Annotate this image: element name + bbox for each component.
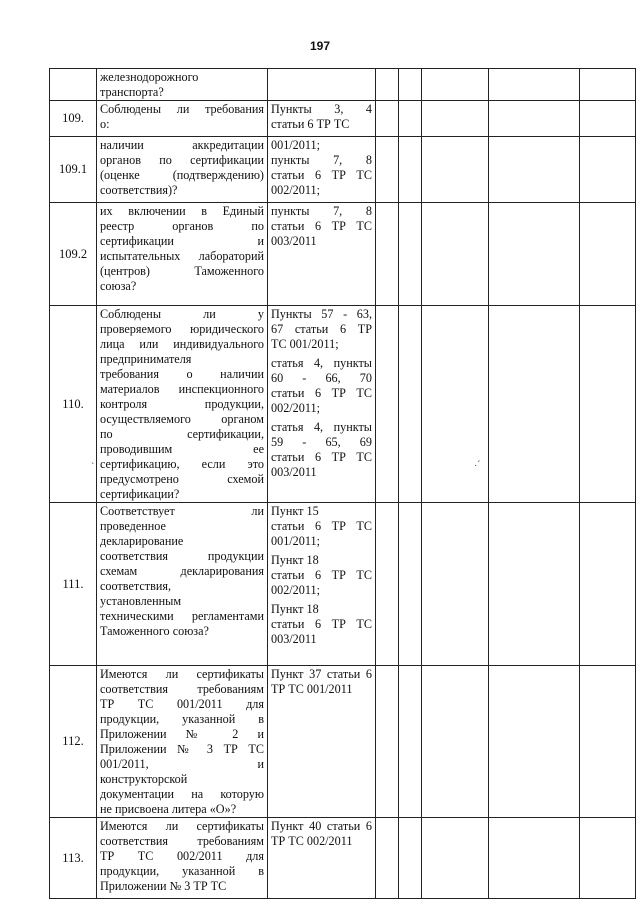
- table-row: [50, 203, 636, 306]
- question-line: проведенное: [100, 519, 166, 533]
- question-cell: [97, 306, 268, 503]
- empty-cell: [376, 666, 399, 818]
- reference-line: статьи 6 ТР ТС: [271, 568, 372, 582]
- row-number: 109.1: [50, 137, 97, 203]
- requirements-table: [49, 68, 636, 899]
- empty-cell: [399, 69, 422, 101]
- question-line: испытательных лабораторий: [100, 249, 264, 263]
- reference-block: [271, 819, 372, 849]
- reference-block: [271, 102, 372, 132]
- question-line: ТР ТС 001/2011 для: [100, 697, 264, 711]
- reference-line: 60 - 66, 70: [271, 371, 372, 385]
- empty-cell: [489, 503, 580, 666]
- empty-cell: [489, 137, 580, 203]
- question-line: продукции, указанной в: [100, 712, 264, 726]
- table-row: [50, 818, 636, 899]
- reference-line: статьи 6 ТР ТС: [271, 386, 372, 400]
- reference-cell: [268, 818, 376, 899]
- empty-cell: [399, 503, 422, 666]
- reference-block: [271, 504, 372, 549]
- row-number: 113.: [50, 818, 97, 899]
- reference-line: 003/2011: [271, 632, 317, 646]
- empty-cell: [580, 306, 636, 503]
- reference-cell: [268, 101, 376, 137]
- question-line: транспорта?: [100, 85, 164, 99]
- reference-line: 002/2011;: [271, 583, 320, 597]
- question-line: Имеются ли сертификаты: [100, 819, 264, 833]
- question-line: контроля продукции,: [100, 397, 264, 411]
- reference-line: статьи 6 ТР ТС: [271, 450, 372, 464]
- reference-block: [271, 420, 372, 480]
- table-row: [50, 69, 636, 101]
- question-line: продукции, указанной в: [100, 864, 264, 878]
- question-line: наличии аккредитации: [100, 138, 264, 152]
- empty-cell: [376, 306, 399, 503]
- question-line: сертификации и: [100, 234, 264, 248]
- reference-line: 002/2011;: [271, 183, 320, 197]
- empty-cell: [580, 503, 636, 666]
- question-cell: [97, 818, 268, 899]
- reference-line: 002/2011;: [271, 401, 320, 415]
- empty-cell: [422, 203, 489, 306]
- reference-line: ТР ТС 001/2011: [271, 682, 353, 696]
- empty-cell: [376, 503, 399, 666]
- question-line: Приложении № 2 и: [100, 727, 264, 741]
- row-number: 110.: [50, 306, 97, 503]
- question-line: соответствия требованиям: [100, 834, 264, 848]
- empty-cell: [580, 101, 636, 137]
- reference-cell: [268, 666, 376, 818]
- row-number: 112.: [50, 666, 97, 818]
- question-line: требования о наличии: [100, 367, 264, 381]
- empty-cell: [489, 69, 580, 101]
- reference-line: статья 4, пункты: [271, 420, 372, 434]
- reference-block: [271, 204, 372, 249]
- reference-block: [271, 553, 372, 598]
- question-line: техническими регламентами: [100, 609, 264, 623]
- empty-cell: [489, 203, 580, 306]
- reference-cell: [268, 69, 376, 101]
- question-line: (центров) Таможенного: [100, 264, 264, 278]
- question-line: Приложении № 3 ТР ТС: [100, 742, 264, 756]
- empty-cell: [376, 69, 399, 101]
- reference-block: [271, 602, 372, 647]
- reference-line: Пункты 57 - 63,: [271, 307, 372, 321]
- scan-mark: `: [91, 462, 95, 473]
- reference-line: ТС 001/2011;: [271, 337, 339, 351]
- question-line: соответствия,: [100, 579, 171, 593]
- question-line: осуществляемого органом: [100, 412, 264, 426]
- empty-cell: [376, 137, 399, 203]
- reference-line: 59 - 65, 69: [271, 435, 372, 449]
- reference-block: [271, 307, 372, 352]
- question-line: органов по сертификации: [100, 153, 264, 167]
- table-row: [50, 137, 636, 203]
- empty-cell: [580, 137, 636, 203]
- question-cell: [97, 203, 268, 306]
- row-number: 111.: [50, 503, 97, 666]
- question-line: предусмотрено схемой: [100, 472, 264, 486]
- reference-line: статьи 6 ТР ТС: [271, 168, 372, 182]
- empty-cell: [580, 818, 636, 899]
- scan-mark: ·´: [474, 460, 481, 471]
- question-line: Соблюдены ли у: [100, 307, 264, 321]
- empty-cell: [399, 306, 422, 503]
- question-line: сертификации?: [100, 487, 180, 501]
- empty-cell: [399, 137, 422, 203]
- question-line: соответствия продукции: [100, 549, 264, 563]
- empty-cell: [422, 69, 489, 101]
- reference-line: пункты 7, 8: [271, 204, 372, 218]
- empty-cell: [580, 203, 636, 306]
- reference-line: статьи 6 ТР ТС: [271, 617, 372, 631]
- reference-line: статьи 6 ТР ТС: [271, 519, 372, 533]
- reference-line: Пункт 37 статьи 6: [271, 667, 372, 681]
- reference-block: [271, 356, 372, 416]
- question-line: документации на которую: [100, 787, 264, 801]
- question-line: предпринимателя: [100, 352, 192, 366]
- reference-line: 67 статьи 6 ТР: [271, 322, 372, 336]
- reference-line: статьи 6 ТР ТС: [271, 219, 372, 233]
- page-number: 197: [309, 39, 331, 53]
- question-line: (оценке (подтверждению): [100, 168, 264, 182]
- question-line: соответствия требованиям: [100, 682, 264, 696]
- empty-cell: [422, 503, 489, 666]
- question-line: материалов инспекционного: [100, 382, 264, 396]
- question-line: Соблюдены ли требования: [100, 102, 264, 116]
- reference-line: 003/2011: [271, 234, 317, 248]
- empty-cell: [580, 666, 636, 818]
- question-line: реестр органов по: [100, 219, 264, 233]
- reference-line: статьи 6 ТР ТС: [271, 117, 350, 131]
- table-row: [50, 666, 636, 818]
- question-cell: [97, 101, 268, 137]
- empty-cell: [376, 203, 399, 306]
- empty-cell: [376, 818, 399, 899]
- question-line: схемам декларирования: [100, 564, 264, 578]
- empty-cell: [422, 666, 489, 818]
- reference-line: Пункт 18: [271, 553, 319, 567]
- question-line: Имеются ли сертификаты: [100, 667, 264, 681]
- reference-line: Пункт 18: [271, 602, 319, 616]
- empty-cell: [399, 818, 422, 899]
- question-line: Приложении № 3 ТР ТС: [100, 879, 227, 893]
- empty-cell: [489, 101, 580, 137]
- reference-cell: [268, 503, 376, 666]
- question-line: сертификацию, если это: [100, 457, 264, 471]
- question-line: железнодорожного: [100, 70, 199, 84]
- question-line: декларирование: [100, 534, 184, 548]
- table-row: [50, 101, 636, 137]
- reference-block: [271, 667, 372, 697]
- empty-cell: [399, 203, 422, 306]
- reference-line: Пункт 40 статьи 6: [271, 819, 372, 833]
- question-line: проверяемого юридического: [100, 322, 264, 336]
- empty-cell: [399, 666, 422, 818]
- empty-cell: [422, 137, 489, 203]
- question-line: 001/2011, и: [100, 757, 264, 771]
- question-line: Таможенного союза?: [100, 624, 209, 638]
- question-line: союза?: [100, 279, 137, 293]
- question-line: Соответствует ли: [100, 504, 264, 518]
- reference-cell: [268, 306, 376, 503]
- question-cell: [97, 69, 268, 101]
- question-line: лица или индивидуального: [100, 337, 264, 351]
- reference-line: статья 4, пункты: [271, 356, 372, 370]
- table-row: [50, 306, 636, 503]
- empty-cell: [422, 818, 489, 899]
- question-line: соответствия)?: [100, 183, 178, 197]
- question-cell: [97, 666, 268, 818]
- question-line: не присвоена литера «О»?: [100, 802, 237, 816]
- reference-line: ТР ТС 002/2011: [271, 834, 353, 848]
- reference-cell: [268, 137, 376, 203]
- empty-cell: [489, 306, 580, 503]
- question-line: их включении в Единый: [100, 204, 264, 218]
- reference-line: Пункт 15: [271, 504, 319, 518]
- question-line: конструкторской: [100, 772, 188, 786]
- question-cell: [97, 503, 268, 666]
- question-line: по сертификации,: [100, 427, 264, 441]
- empty-cell: [399, 101, 422, 137]
- table-row: [50, 503, 636, 666]
- reference-block: [271, 138, 372, 198]
- reference-line: пункты 7, 8: [271, 153, 372, 167]
- row-number: [50, 69, 97, 101]
- question-line: проводившим ее: [100, 442, 264, 456]
- empty-cell: [489, 818, 580, 899]
- reference-line: 003/2011: [271, 465, 317, 479]
- reference-line: 001/2011;: [271, 534, 320, 548]
- empty-cell: [422, 306, 489, 503]
- question-line: установленным: [100, 594, 182, 608]
- question-cell: [97, 137, 268, 203]
- empty-cell: [422, 101, 489, 137]
- reference-cell: [268, 203, 376, 306]
- question-line: ТР ТС 002/2011 для: [100, 849, 264, 863]
- row-number: 109.2: [50, 203, 97, 306]
- empty-cell: [489, 666, 580, 818]
- empty-cell: [580, 69, 636, 101]
- question-line: о:: [100, 117, 110, 131]
- row-number: 109.: [50, 101, 97, 137]
- reference-line: 001/2011;: [271, 138, 320, 152]
- empty-cell: [376, 101, 399, 137]
- reference-line: Пункты 3, 4: [271, 102, 372, 116]
